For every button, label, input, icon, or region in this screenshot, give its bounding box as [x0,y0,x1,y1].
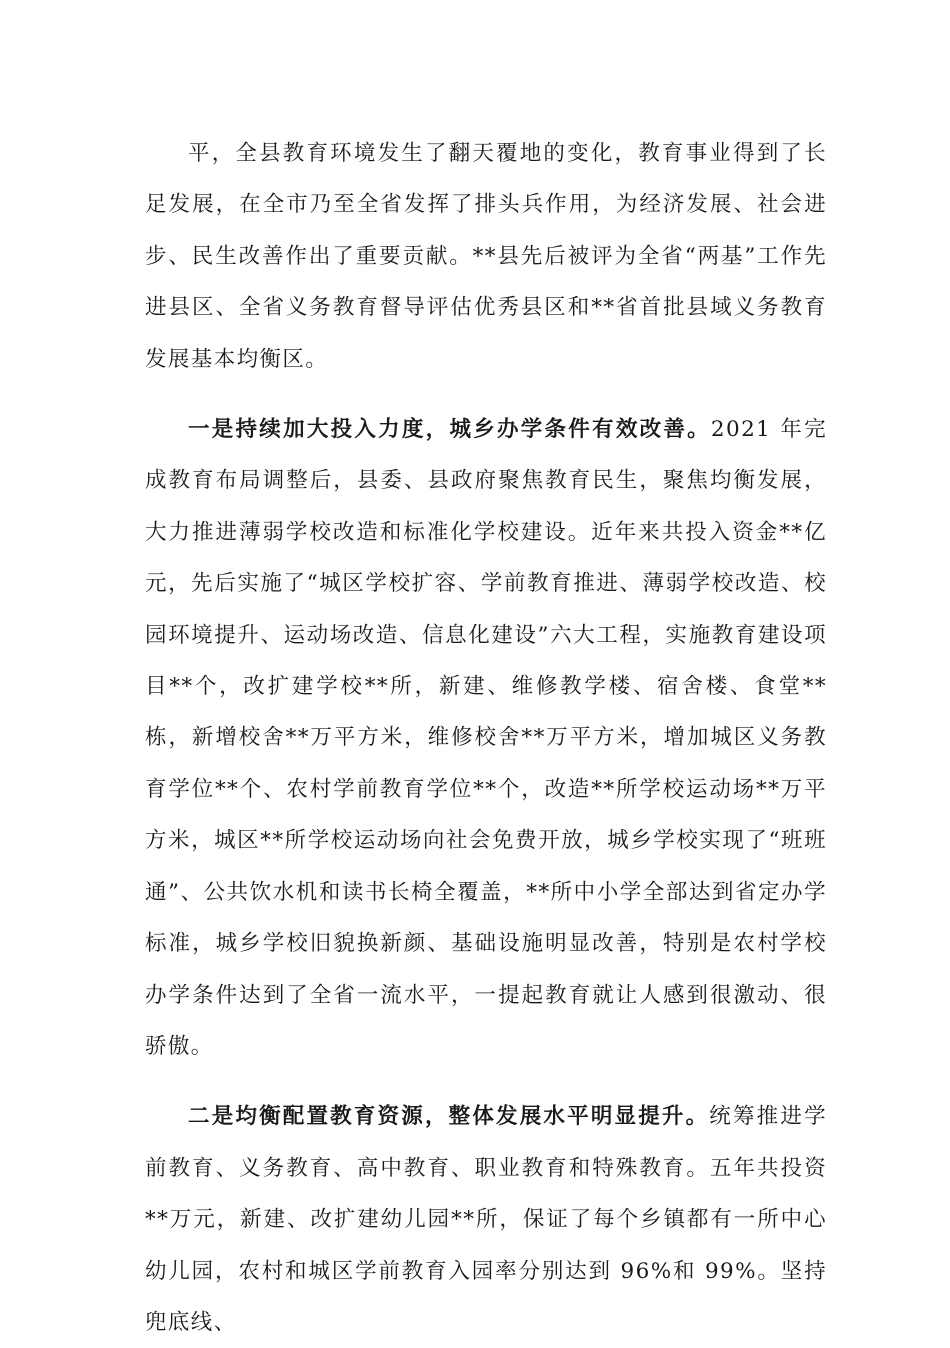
paragraph-text: 平，全县教育环境发生了翻天覆地的变化，教育事业得到了长足发展，在全市乃至全省发挥了排头兵作用，为经济发展、社会进步、民生改善作出了重要贡献。**县先后被评为全省“两基”工作先进县区、全省义务教育督导评估优秀县区和**省首批县域义务教育发展基本均衡区。 [145,141,827,372]
paragraph-investment [145,404,827,1072]
paragraph-text: 统筹推进学前教育、义务教育、高中教育、职业教育和特殊教育。五年共投资**万元，新建、改扩建幼儿园**所，保证了每个乡镇都有一所中心幼儿园，农村和城区学前教育入园率分别达到 96%和 99%。坚持兜底线、 [145,1104,827,1335]
paragraph-text: 2021 年完成教育布局调整后，县委、县政府聚焦教育民生，聚焦均衡发展，大力推进薄弱学校改造和标准化学校建设。近年来共投入资金**亿元，先后实施了“城区学校扩容、学前教育推进、薄弱学校改造、校园环境提升、运动场改造、信息化建设”六大工程，实施教育建设项目**个，改扩建学校**所，新建、维修教学楼、宿舍楼、食堂**栋，新增校舍**万平方米，维修校舍**万平方米，增加城区义务教育学位**个、农村学前教育学位**个，改造**所学校运动场**万平方米，城区**所学校运动场向社会免费开放，城乡学校实现了“班班通”、公共饮水机和读书长椅全覆盖，**所中小学全部达到省定办学标准，城乡学校旧貌换新颜、基础设施明显改善，特别是农村学校办学条件达到了全省一流水平，一提起教育就让人感到很激动、很骄傲。 [145,417,827,1059]
paragraph-resources [145,1091,827,1348]
paragraph-intro [145,128,827,385]
document-page [145,128,827,1348]
paragraph-heading: 一是持续加大投入力度，城乡办学条件有效改善。 [188,417,711,443]
paragraph-heading: 二是均衡配置教育资源，整体发展水平明显提升。 [188,1104,710,1130]
